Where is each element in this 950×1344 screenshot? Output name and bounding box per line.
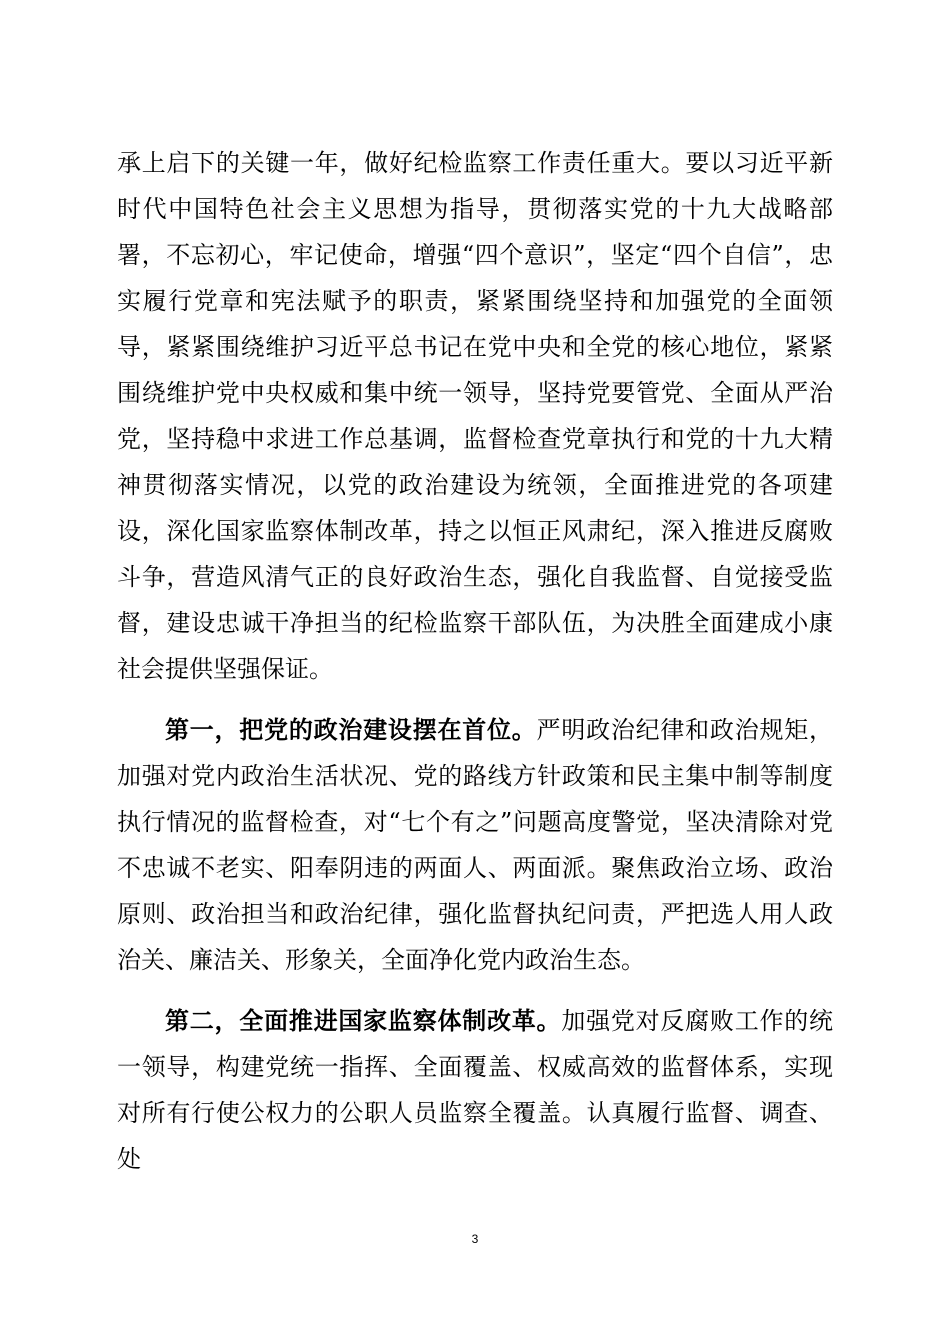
page-number: 3 [471, 1232, 479, 1246]
paragraph-second-point [117, 998, 833, 1182]
paragraph-heading: 第一，把党的政治建设摆在首位。 [165, 715, 537, 744]
paragraph-text: 加强党对反腐败工作的统一领导，构建党统一指挥、全面覆盖、权威高效的监督体系，实现对所有行使公权力的公职人员监察全覆盖。认真履行监督、调查、处 [117, 1007, 834, 1173]
paragraph-continuation [117, 140, 833, 692]
paragraph-text: 严明政治纪律和政治规矩，加强对党内政治生活状况、党的路线方针政策和民主集中制等制度执行情况的监督检查，对“七个有之”问题高度警觉，坚决清除对党不忠诚不老实、阳奉阴违的两面人、两面派。聚焦政治立场、政治原则、政治担当和政治纪律，强化监督执纪问责，严把选人用人政治关、廉洁关、形象关，全面净化党内政治生态。 [117, 716, 834, 974]
paragraph-heading: 第二，全面推进国家监察体制改革。 [165, 1006, 562, 1035]
document-body [117, 140, 833, 1182]
paragraph-text: 承上启下的关键一年，做好纪检监察工作责任重大。要以习近平新时代中国特色社会主义思想为指导，贯彻落实党的十九大战略部署，不忘初心，牢记使命，增强“四个意识”，坚定“四个自信”，忠实履行党章和宪法赋予的职责，紧紧围绕坚持和加强党的全面领导，紧紧围绕维护习近平总书记在党中央和全党的核心地位，紧紧围绕维护党中央权威和集中统一领导，坚持党要管党、全面从严治党，坚持稳中求进工作总基调，监督检查党章执行和党的十九大精神贯彻落实情况，以党的政治建设为统领，全面推进党的各项建设，深化国家监察体制改革，持之以恒正风肃纪，深入推进反腐败斗争，营造风清气正的良好政治生态，强化自我监督、自觉接受监督，建设忠诚干净担当的纪检监察干部队伍，为决胜全面建成小康社会提供坚强保证。 [117, 149, 833, 683]
paragraph-first-point [117, 707, 833, 983]
